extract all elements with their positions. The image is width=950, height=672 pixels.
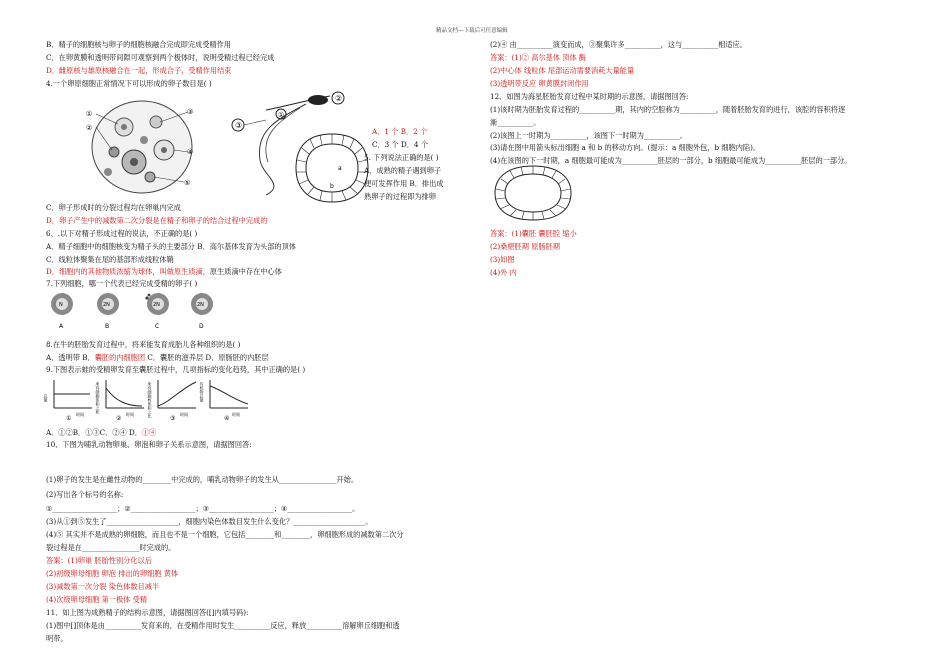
graph-4-num: ④	[224, 415, 230, 422]
graph-1-ylabel: 总量	[43, 394, 49, 402]
graph-2-num: ②	[116, 415, 122, 422]
graph-4-ylabel: 有机物总量	[199, 382, 205, 402]
q9-options-part-1: ①④	[141, 428, 157, 437]
left-line-3: 4.一个卵原细胞正常情况下可以形成的卵子数目是( )	[46, 79, 212, 88]
q9-stem: 9.下图表示蛙的受精卵发育至囊胚过程中，几项指标的变化趋势，其中正确的是( )	[46, 365, 306, 374]
right-answer-0: 答案：(1)囊胚 囊胚腔 缩小	[490, 229, 577, 238]
q7-stem: 7.下列细胞，哪一个代表已经完成受精的卵子( )	[46, 279, 198, 288]
left-line2-1: D．卵子产生中的减数第二次分裂是在精子和卵子的结合过程中完成的	[46, 216, 268, 225]
graph-3	[147, 380, 197, 422]
graph-4	[200, 380, 249, 422]
ovary-label-2: ②	[86, 124, 93, 132]
cell-d-label: D	[199, 323, 204, 330]
right-line-4: 12、如图为海星胚胎发育过程中某时期的示意图，请据图回答:	[490, 92, 689, 101]
right-line-0: (2)④ 由__________演变而成，③聚集许多__________，这与__________相适应。	[490, 40, 747, 49]
cell-a-label: A	[59, 323, 64, 330]
right-line-8: (3)请在图中用箭头标出细胞 a 和 b 的移动方向。(提示：a 细胞外包，b 细胞内陷)。	[490, 143, 761, 152]
cell-c-core: 2N	[153, 302, 160, 308]
q10-line-7: (2)初级卵母细胞 卵泡 排出的卵细胞 黄体	[46, 569, 179, 578]
graph-1	[44, 380, 93, 422]
q8-stem: 8.在牛的胚胎发育过程中，将来能发育成胎儿各种组织的是( )	[46, 340, 241, 349]
sperm-label-3: ③	[235, 121, 243, 130]
left-line-2: D．雌原核与雄原核融合在一起，形成合子，受精作用结束	[46, 66, 232, 75]
left-line-1: C．在卵黄膜和透明带间隙可观察到两个极体时，说明受精过程已经完成	[46, 53, 275, 62]
q9-options-part-0: A．①②B．①③C．②④ D．	[46, 428, 142, 437]
q10-stem: 10、下图为哺乳动物卵巢、卵泡和卵子关系示意图，请据图回答:	[46, 440, 252, 449]
q6-option-d-part-1: 原生质滴中存在中心体	[209, 267, 282, 276]
q4-option-ab: A．1 个 B．2 个	[372, 127, 428, 136]
q6-option-d-part-0: D．细胞内的其他物质浓缩为球体，叫做原生质滴，	[46, 267, 210, 276]
sperm-label-2: ②	[335, 94, 343, 103]
q6-option-d	[46, 268, 282, 275]
graph-3-xlabel: 时间	[180, 412, 188, 417]
graph-1-num: ①	[66, 415, 72, 422]
right-answer-2: (3)如图	[490, 255, 515, 264]
ovary-label-4: ④	[187, 148, 194, 156]
right-line-5: (1)该时期为胚胎发育过程的__________期，其内的空腔称为__________，随着胚胎发育的进行，该腔的容积将逐	[490, 105, 846, 114]
graph-2-ylabel: 所有细胞体积之和	[95, 382, 101, 414]
ovary-label-5: ⑤	[184, 179, 191, 187]
q10-line-9: (4)次级卵母细胞 第一极体 受精	[46, 595, 148, 604]
q5-line-2: 便可发挥作用 B．排出成	[364, 179, 444, 188]
q9-graphs	[43, 378, 256, 422]
cell-a	[51, 293, 73, 330]
left-line2-2: 6、.以下对精子形成过程的说法，不正确的是( )	[46, 229, 198, 238]
q8-options-part-2: C．囊胚的滋养层 D．原肠胚的内胚层	[145, 353, 269, 362]
q10-line-8: (3)减数第一次分裂 染色体数目减半	[46, 582, 160, 591]
q10-line-10: 11、如上图为成熟精子的结构示意图，请据图回答([]内填号码):	[46, 608, 249, 617]
left-line2-0: C．卵子形成时的分裂过程均在卵巢内完成	[46, 203, 181, 212]
right-line-9: (4)在该图的下一时期，a 细胞最可能成为__________胚层的一部分，b 细胞最可能成为__________胚层的一部分。	[490, 156, 852, 165]
cell-b	[97, 293, 119, 330]
q9-options	[46, 429, 156, 436]
right-line-2: (2)中心体 线粒体 尾部运动需要消耗大量能量	[490, 66, 635, 75]
blastula-left-label-b: b	[330, 183, 334, 190]
q4-option-cd: C．3 个 D．4 个	[372, 140, 429, 149]
blastula-figure-left	[292, 130, 372, 206]
right-line-6: 渐__________。	[490, 118, 541, 127]
q5-line-1: A．成熟的精子遇到卵子	[364, 166, 442, 175]
cell-d	[191, 293, 213, 330]
graph-1-xlabel: 时间	[76, 412, 84, 417]
cell-c-label: C	[155, 323, 160, 330]
blastula-left-label-a: a	[338, 165, 342, 172]
q5-line-3: 熟卵子的过程即为排卵	[364, 192, 436, 201]
left-line-0: B．精子的细胞核与卵子的细胞核融合完成即完成受精作用	[46, 40, 231, 49]
graph-2	[95, 380, 145, 422]
cell-b-core: 2N	[103, 302, 110, 308]
q8-options	[46, 354, 269, 361]
right-answer-3: (4)外 内	[490, 268, 517, 277]
q10-line-6: 答案：(1)卵巢 胚胎性别分化以后	[46, 556, 152, 565]
ovary-label-3: ③	[187, 108, 194, 116]
right-answer-1: (2)桑椹胚期 原肠胚期	[490, 242, 560, 251]
q8-options-part-0: A．透明带 B．	[46, 353, 95, 362]
q10-line-0: (1)卵子的发生是在雌性动物的________中完成的，哺乳动物卵子的发生从________________开始。	[46, 475, 359, 484]
right-line-3: (3)透明带反应 卵黄膜封闭作用	[490, 79, 589, 88]
right-line-1: 答案：(1)② 高尔基体 顶体 酶	[490, 53, 587, 62]
right-line-7: (2)该图上一时期为__________，该图下一时期为__________。	[490, 131, 688, 140]
header-note: 精品文档---下载后可任意编辑	[436, 28, 508, 34]
cell-b-label: B	[105, 323, 110, 330]
sperm-label-1: ①	[278, 111, 285, 119]
q8-options-part-1: 囊胚的内细胞团	[94, 353, 146, 362]
q10-line-2: ①__________________；②__________________；③__________________；④__________________。	[46, 504, 360, 513]
ovary-label-1: ①	[86, 110, 93, 118]
cell-a-core: N	[59, 302, 63, 308]
graph-3-num: ③	[170, 415, 176, 422]
left-line2-4: C．线粒体聚集在尾的基部形成线粒体鞘	[46, 255, 174, 264]
graph-3-ylabel: 所有细胞核体积之比	[147, 382, 153, 418]
left-line2-3: A．精子细胞中的细胞核变为精子头的主要部分 B．高尔基体发育为头部的顶体	[46, 242, 296, 251]
q7-cells	[46, 292, 236, 334]
q10-line-1: (2)写出各个标号的名称:	[46, 490, 124, 499]
cell-d-core: 2N	[197, 302, 204, 308]
q10-line-5: 裂过程是在________________时完成的。	[46, 543, 176, 552]
ovary-follicle-figure	[84, 92, 196, 196]
q10-line-12: 明带。	[46, 634, 68, 643]
q10-line-11: (1)图中[]顶体是由__________发育来的，在受精作用时发生__________反应，释放__________溶解卵丘细胞和透	[46, 621, 400, 630]
graph-4-xlabel: 时间	[232, 412, 240, 417]
q10-line-3: (3)从①到⑤发生了____________________，细胞内染色体数目发生什么变化？____________________。	[46, 517, 373, 526]
q5-line-0: 5. 下列说法正确的是( )	[364, 153, 439, 162]
cell-c	[145, 293, 169, 330]
graph-2-xlabel: 时间	[126, 412, 134, 417]
q10-line-4: (4)⑤ 其实并不是成熟的卵细胞，而且也不是一个细胞，它包括________和________，卵细胞形成的减数第二次分	[46, 530, 404, 539]
blastula-figure-right	[492, 163, 574, 223]
